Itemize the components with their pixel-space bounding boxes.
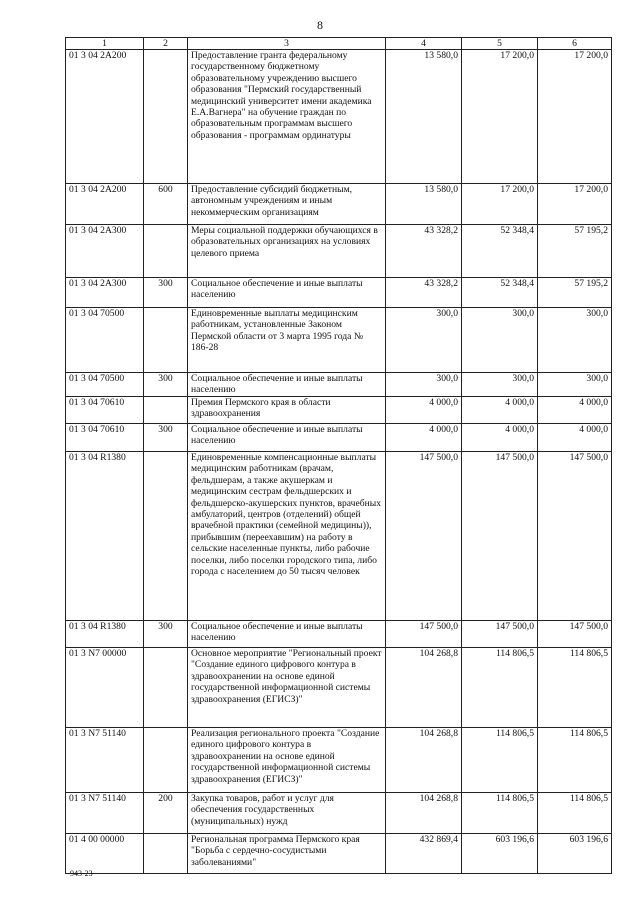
amount-col5: 114 806,5 (462, 728, 538, 793)
item-name: Предоставление субсидий бюджетным, автономным учреждениям и иным некоммерческим организациям (188, 184, 386, 225)
target-code: 01 3 04 2A200 (66, 50, 144, 184)
amount-col4: 43 328,2 (386, 278, 462, 308)
table-row (66, 278, 612, 308)
expense-kind (144, 225, 188, 278)
amount-col5: 17 200,0 (462, 184, 538, 225)
target-code: 01 3 04 2A300 (66, 278, 144, 308)
amount-col5: 114 806,5 (462, 793, 538, 834)
table-row (66, 793, 612, 834)
item-name: Социальное обеспечение и иные выплаты населению (188, 278, 386, 308)
target-code: 01 3 N7 51140 (66, 793, 144, 834)
target-code: 01 3 N7 00000 (66, 648, 144, 728)
target-code: 01 3 04 70500 (66, 373, 144, 397)
column-header-1: 1 (66, 38, 144, 50)
amount-col6: 300,0 (538, 308, 612, 373)
amount-col5: 300,0 (462, 373, 538, 397)
target-code: 01 3 04 70500 (66, 308, 144, 373)
table-row (66, 621, 612, 648)
expense-kind (144, 397, 188, 424)
amount-col4: 147 500,0 (386, 621, 462, 648)
table-row (66, 373, 612, 397)
amount-col5: 4 000,0 (462, 397, 538, 424)
amount-col6: 4 000,0 (538, 424, 612, 452)
table-row (66, 648, 612, 728)
item-name: Премия Пермского края в области здравоохранения (188, 397, 386, 424)
expense-kind (144, 834, 188, 874)
amount-col4: 300,0 (386, 373, 462, 397)
amount-col6: 603 196,6 (538, 834, 612, 874)
target-code: 01 3 N7 51140 (66, 728, 144, 793)
target-code: 01 3 04 R1380 (66, 621, 144, 648)
target-code: 01 4 00 00000 (66, 834, 144, 874)
item-name: Социальное обеспечение и иные выплаты населению (188, 424, 386, 452)
column-header-5: 5 (462, 38, 538, 50)
amount-col6: 17 200,0 (538, 184, 612, 225)
item-name: Закупка товаров, работ и услуг для обеспечения государственных (муниципальных) нужд (188, 793, 386, 834)
target-code: 01 3 04 2A300 (66, 225, 144, 278)
amount-col4: 13 580,0 (386, 184, 462, 225)
amount-col6: 300,0 (538, 373, 612, 397)
amount-col6: 4 000,0 (538, 397, 612, 424)
amount-col4: 104 268,8 (386, 793, 462, 834)
item-name: Региональная программа Пермского края "Борьба с сердечно-сосудистыми заболеваниями" (188, 834, 386, 874)
item-name: Единовременные компенсационные выплаты медицинским работникам (врачам, фельдшерам, а также акушеркам и медицинским сестрам фельдшерских и фельдшерско-акушерских пунктов, врачебных амбулаторий, центров (отделений) общей врачебной практики (семейной медицины)), прибывшим (переехавшим) на работу в сельские населенные пункты, либо рабочие поселки, либо поселки городского типа, либо города с населением до 50 тысяч человек (188, 452, 386, 621)
amount-col5: 114 806,5 (462, 648, 538, 728)
amount-col6: 147 500,0 (538, 452, 612, 621)
expense-kind: 300 (144, 621, 188, 648)
page-number: 8 (317, 18, 323, 32)
amount-col5: 4 000,0 (462, 424, 538, 452)
table-row (66, 308, 612, 373)
column-header-6: 6 (538, 38, 612, 50)
column-header-4: 4 (386, 38, 462, 50)
expense-kind: 300 (144, 424, 188, 452)
target-code: 01 3 04 2A200 (66, 184, 144, 225)
item-name: Единовременные выплаты медицинским работникам, установленные Законом Пермской области от 3 марта 1995 года № 186-28 (188, 308, 386, 373)
table-row (66, 834, 612, 874)
table-row (66, 50, 612, 184)
amount-col4: 432 869,4 (386, 834, 462, 874)
amount-col6: 114 806,5 (538, 728, 612, 793)
table-row (66, 452, 612, 621)
amount-col5: 300,0 (462, 308, 538, 373)
amount-col5: 52 348,4 (462, 225, 538, 278)
item-name: Предоставление гранта федеральному государственному бюджетному образовательному учреждению высшего образования "Пермский государственный медицинский университет имени академика Е.А.Вагнера" на обучение граждан по образовательным программам высшего образования - программам ординатуры (188, 50, 386, 184)
amount-col5: 603 196,6 (462, 834, 538, 874)
table-row (66, 424, 612, 452)
item-name: Меры социальной поддержки обучающихся в образовательных организациях на условиях целевого приема (188, 225, 386, 278)
expense-kind (144, 452, 188, 621)
amount-col5: 17 200,0 (462, 50, 538, 184)
amount-col6: 114 806,5 (538, 793, 612, 834)
expense-kind (144, 308, 188, 373)
table-row (66, 184, 612, 225)
amount-col4: 4 000,0 (386, 424, 462, 452)
expense-kind: 200 (144, 793, 188, 834)
table-row (66, 728, 612, 793)
item-name: Социальное обеспечение и иные выплаты населению (188, 621, 386, 648)
amount-col6: 57 195,2 (538, 278, 612, 308)
expense-kind: 300 (144, 373, 188, 397)
budget-table (65, 37, 612, 874)
expense-kind (144, 648, 188, 728)
amount-col6: 57 195,2 (538, 225, 612, 278)
amount-col5: 52 348,4 (462, 278, 538, 308)
target-code: 01 3 04 R1380 (66, 452, 144, 621)
expense-kind (144, 50, 188, 184)
column-header-row (66, 38, 612, 50)
amount-col5: 147 500,0 (462, 621, 538, 648)
item-name: Основное мероприятие "Региональный проект "Создание единого цифрового контура в здравоохранении на основе единой государственной информационной системы здравоохранения (ЕГИСЗ)" (188, 648, 386, 728)
amount-col5: 147 500,0 (462, 452, 538, 621)
item-name: Социальное обеспечение и иные выплаты населению (188, 373, 386, 397)
amount-col4: 4 000,0 (386, 397, 462, 424)
amount-col4: 147 500,0 (386, 452, 462, 621)
amount-col4: 104 268,8 (386, 648, 462, 728)
table-row (66, 397, 612, 424)
amount-col4: 43 328,2 (386, 225, 462, 278)
amount-col6: 114 806,5 (538, 648, 612, 728)
expense-kind: 300 (144, 278, 188, 308)
table-row (66, 225, 612, 278)
item-name: Реализация регионального проекта "Создание единого цифрового контура в здравоохранении на основе единой государственной информационной системы здравоохранения (ЕГИСЗ)" (188, 728, 386, 793)
expense-kind: 600 (144, 184, 188, 225)
target-code: 01 3 04 70610 (66, 424, 144, 452)
amount-col4: 104 268,8 (386, 728, 462, 793)
amount-col6: 147 500,0 (538, 621, 612, 648)
expense-kind (144, 728, 188, 793)
target-code: 01 3 04 70610 (66, 397, 144, 424)
document-footer-code: 943-23 (70, 869, 93, 878)
column-header-2: 2 (144, 38, 188, 50)
amount-col4: 300,0 (386, 308, 462, 373)
column-header-3: 3 (188, 38, 386, 50)
amount-col4: 13 580,0 (386, 50, 462, 184)
amount-col6: 17 200,0 (538, 50, 612, 184)
